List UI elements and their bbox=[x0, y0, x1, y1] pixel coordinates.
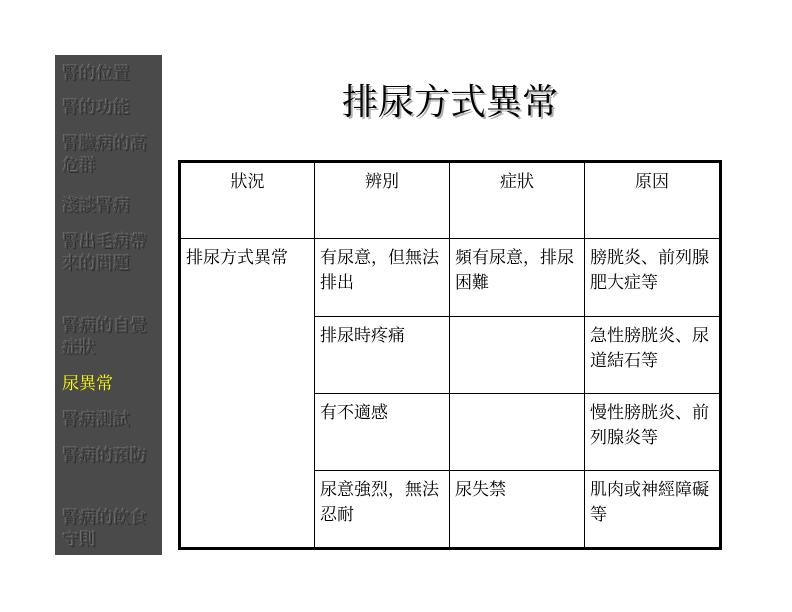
identify-cell: 尿意強烈，無法忍耐 bbox=[315, 471, 450, 549]
urination-table bbox=[178, 160, 722, 550]
nav-item-urine-abnormality[interactable]: 尿異常 bbox=[62, 374, 113, 394]
nav-item-kidney-prevention[interactable]: 腎病的預防 bbox=[62, 446, 147, 466]
nav-item-diet-rules[interactable]: 腎病的飲食守則 bbox=[62, 508, 147, 550]
table-row bbox=[180, 239, 721, 317]
category-cell: 排尿方式異常 bbox=[180, 239, 315, 549]
identify-cell: 有不適感 bbox=[315, 394, 450, 471]
cause-cell: 膀胱炎、前列腺肥大症等 bbox=[585, 239, 721, 317]
header-condition: 狀況 bbox=[180, 162, 315, 239]
symptom-cell bbox=[450, 317, 585, 394]
cause-cell: 慢性膀胱炎、前列腺炎等 bbox=[585, 394, 721, 471]
slide-title: 排尿方式異常 bbox=[341, 82, 558, 123]
nav-item-kidney-test[interactable]: 腎病測試 bbox=[62, 410, 130, 430]
nav-item-high-risk-group[interactable]: 腎臟病的高危群 bbox=[62, 134, 147, 176]
header-symptom: 症狀 bbox=[450, 162, 585, 239]
header-cause: 原因 bbox=[585, 162, 721, 239]
symptom-cell: 頻有尿意，排尿困難 bbox=[450, 239, 585, 317]
header-identify: 辨別 bbox=[315, 162, 450, 239]
nav-item-kidney-function[interactable]: 腎的功能 bbox=[62, 98, 130, 118]
sidebar-nav bbox=[55, 55, 162, 555]
table-header-row bbox=[180, 162, 721, 239]
identify-cell: 有尿意，但無法排出 bbox=[315, 239, 450, 317]
cause-cell: 急性膀胱炎、尿道結石等 bbox=[585, 317, 721, 394]
identify-cell: 排尿時疼痛 bbox=[315, 317, 450, 394]
nav-item-kidney-problems[interactable]: 腎出毛病帶來的問題 bbox=[62, 232, 147, 274]
symptom-cell: 尿失禁 bbox=[450, 471, 585, 549]
symptom-cell bbox=[450, 394, 585, 471]
nav-item-kidney-location[interactable]: 腎的位置 bbox=[62, 64, 130, 84]
nav-item-kidney-disease-intro[interactable]: 淺談腎病 bbox=[62, 196, 130, 216]
nav-item-self-symptoms[interactable]: 腎病的自覺症狀 bbox=[62, 316, 147, 358]
cause-cell: 肌肉或神經障礙等 bbox=[585, 471, 721, 549]
